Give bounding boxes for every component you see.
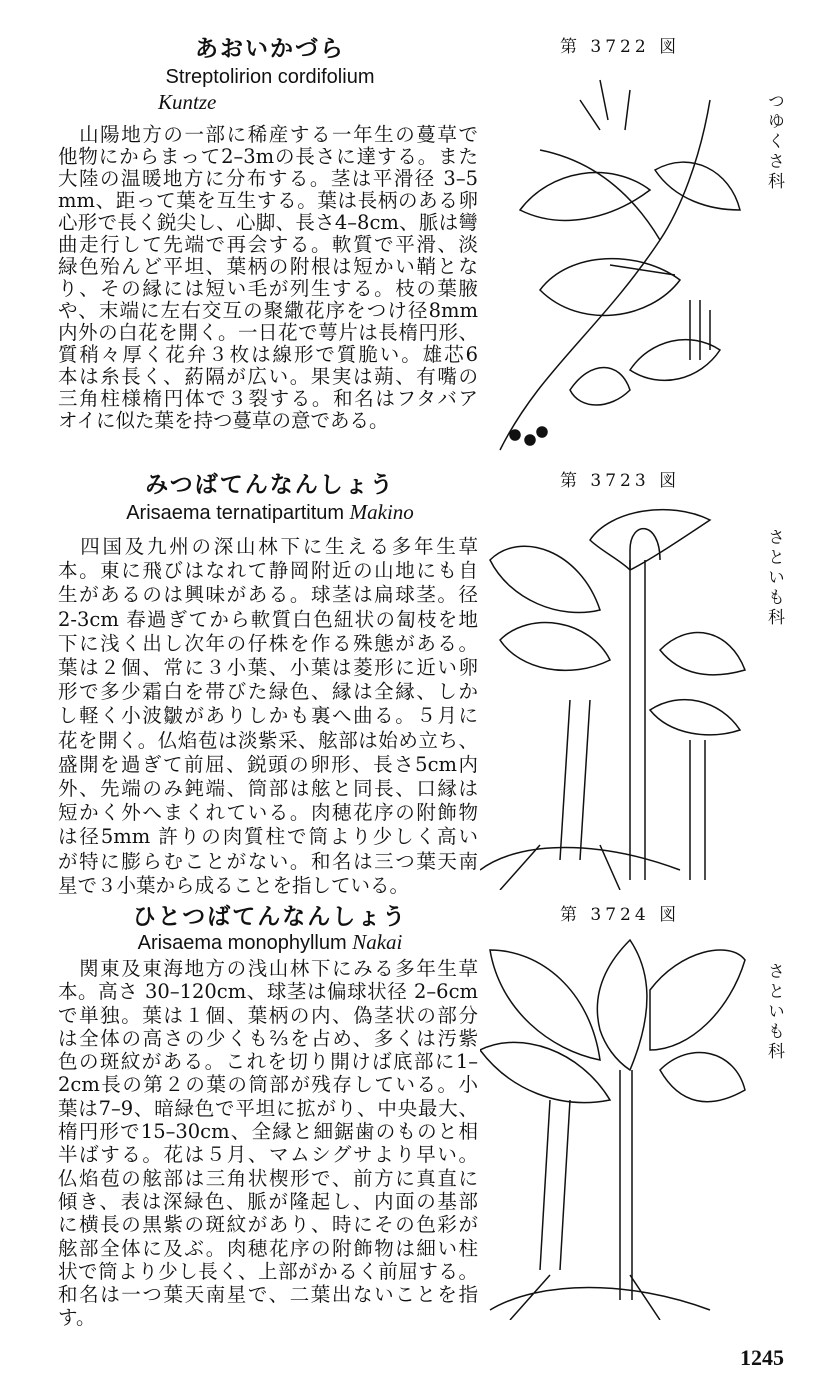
text-line: 仏焰苞の舷部は三角状楔形で、前方に真直に bbox=[58, 1166, 478, 1190]
text-line: 本は糸長く、葯隔が広い。果実は蒴、有嘴の bbox=[58, 366, 478, 388]
text-line: 葉は7–9、暗緑色で平坦に拡がり、中央最大、 bbox=[58, 1096, 478, 1120]
text-line: 形で多少霜白を帯びた緑色、縁は全縁、しか bbox=[58, 680, 478, 704]
family-label: つゆくさ科 bbox=[764, 92, 784, 192]
entry-title: みつばてんなんしょう bbox=[145, 472, 395, 498]
text-line: mm、距って葉を互生する。葉は長柄のある卵 bbox=[58, 190, 478, 212]
text-line: 生があるのは興味がある。球茎は扁球茎。径 bbox=[58, 583, 478, 607]
text-line: 傾き、表は深緑色、脈が隆起し、内面の基部 bbox=[58, 1189, 478, 1213]
text-line: 星で３小葉から成ることを指している。 bbox=[58, 873, 410, 897]
latin-name: Arisaema monophyllum bbox=[137, 932, 347, 954]
text-line: 下に浅く出し次年の仔株を作る殊態がある。 bbox=[58, 631, 478, 655]
figure-number: 第 3722 図 bbox=[560, 37, 681, 57]
entry-description bbox=[58, 957, 478, 1330]
entry-description bbox=[58, 124, 478, 432]
entry-title: あおいかづら bbox=[195, 36, 345, 62]
text-line: 質稍々厚く花弁３枚は線形で質脆い。雄芯6 bbox=[58, 344, 478, 366]
text-line: 盛開を過ぎて前屈、鋭頭の卵形、長さ5cm内 bbox=[58, 752, 478, 776]
author-name: Kuntze bbox=[158, 90, 217, 114]
text-line: 本。高さ 30–120cm、球茎は偏球状径 2–6cm bbox=[58, 980, 478, 1004]
scientific-name bbox=[60, 930, 480, 955]
text-line: 四国及九州の深山林下に生える多年生草 bbox=[58, 535, 478, 558]
text-line: 内外の白花を開く。一日花で萼片は長楕円形、 bbox=[58, 322, 478, 344]
text-line: 心形で長く鋭尖し、心脚、長さ4–8cm、脈は彎 bbox=[58, 212, 478, 234]
text-line: に横長の黒紫の斑紋があり、時にその色彩が bbox=[58, 1213, 478, 1237]
author-name: Makino bbox=[349, 500, 414, 524]
entry-title: ひとつばてんなんしょう bbox=[132, 904, 408, 930]
text-line: 花を開く。仏焰苞は淡紫采、舷部は始め立ち、 bbox=[58, 728, 478, 752]
text-line: や、末端に左右交互の聚繖花序をつけ径8mm bbox=[58, 300, 478, 322]
text-line: 短かく外へまくれている。肉穂花序の附飾物 bbox=[58, 801, 478, 825]
text-line: 2cm長の第２の葉の筒部が残存している。小 bbox=[58, 1073, 478, 1097]
author-name: Nakai bbox=[352, 930, 403, 954]
text-line: 緑色殆んど平坦、葉柄の附根は短かい鞘とな bbox=[58, 256, 478, 278]
latin-name: Streptolirion cordifolium bbox=[165, 66, 375, 88]
scientific-name bbox=[60, 66, 480, 89]
text-line: が特に膨らむことがない。和名は三つ葉天南 bbox=[58, 849, 478, 873]
text-line: 2-3cm 春過ぎてから軟質白色紐状の匐枝を地 bbox=[58, 607, 478, 631]
text-line: オイに似た葉を持つ蔓草の意である。 bbox=[58, 410, 389, 432]
text-line: 大陸の温暖地方に分布する。茎は平滑径 3–5 bbox=[58, 168, 478, 190]
text-line: 半ばする。花は５月、マムシグサより早い。 bbox=[58, 1143, 478, 1167]
text-line: 関東及東海地方の浅山林下にみる多年生草 bbox=[58, 957, 478, 980]
text-line: 他物にからまって2–3mの長さに達する。また bbox=[58, 146, 478, 168]
scientific-name bbox=[60, 500, 480, 525]
text-line: 和名は一つ葉天南星で、二葉出ないことを指 bbox=[58, 1283, 478, 1307]
text-line: 楕円形で15–30cm、全縁と細鋸歯のものと相 bbox=[58, 1120, 478, 1144]
text-line: し軽く小波皺がありしかも裏へ曲る。５月に bbox=[58, 704, 478, 728]
text-line: 葉は２個、常に３小葉、小葉は菱形に近い卵 bbox=[58, 656, 478, 680]
latin-name: Arisaema ternatipartitum bbox=[126, 502, 345, 524]
illustration-streptolirion bbox=[480, 70, 750, 460]
figure-number: 第 3723 図 bbox=[560, 471, 681, 491]
entry-description bbox=[58, 535, 478, 898]
illustration-arisaema-monophyllum bbox=[480, 930, 750, 1320]
illustration-arisaema-ternatipartitum bbox=[480, 500, 750, 890]
text-line: 色の斑紋がある。これを切り開けば底部に1– bbox=[58, 1050, 478, 1074]
text-line: 三角柱様楕円体で３裂する。和名はフタバア bbox=[58, 388, 478, 410]
family-label: さといも科 bbox=[764, 962, 784, 1062]
text-line: 外、先端のみ鈍端、筒部は舷と同長、口縁は bbox=[58, 777, 478, 801]
text-line: で単独。葉は１個、葉柄の内、偽茎状の部分 bbox=[58, 1003, 478, 1027]
text-line: 山陽地方の一部に稀産する一年生の蔓草で bbox=[58, 124, 478, 146]
text-line: は径5mm 許りの肉質柱で筒より少しく高い bbox=[58, 825, 478, 849]
text-line: 本。東に飛びはなれて静岡附近の山地にも自 bbox=[58, 559, 478, 583]
text-line: 曲走行して先端で再会する。軟質で平滑、淡 bbox=[58, 234, 478, 256]
figure-number: 第 3724 図 bbox=[560, 905, 681, 925]
text-line: り、その縁には短い毛が列生する。枝の葉腋 bbox=[58, 278, 478, 300]
page-number: 1245 bbox=[740, 1345, 784, 1370]
text-line: す。 bbox=[58, 1306, 96, 1330]
family-label: さといも科 bbox=[764, 528, 784, 628]
text-line: 状で筒より少し長く、上部がかるく前屈する。 bbox=[58, 1259, 478, 1283]
text-line: 舷部全体に及ぶ。肉穂花序の附飾物は細い柱 bbox=[58, 1236, 478, 1260]
text-line: は全体の高さの少くも⅔を占め、多くは汚紫 bbox=[58, 1026, 478, 1050]
